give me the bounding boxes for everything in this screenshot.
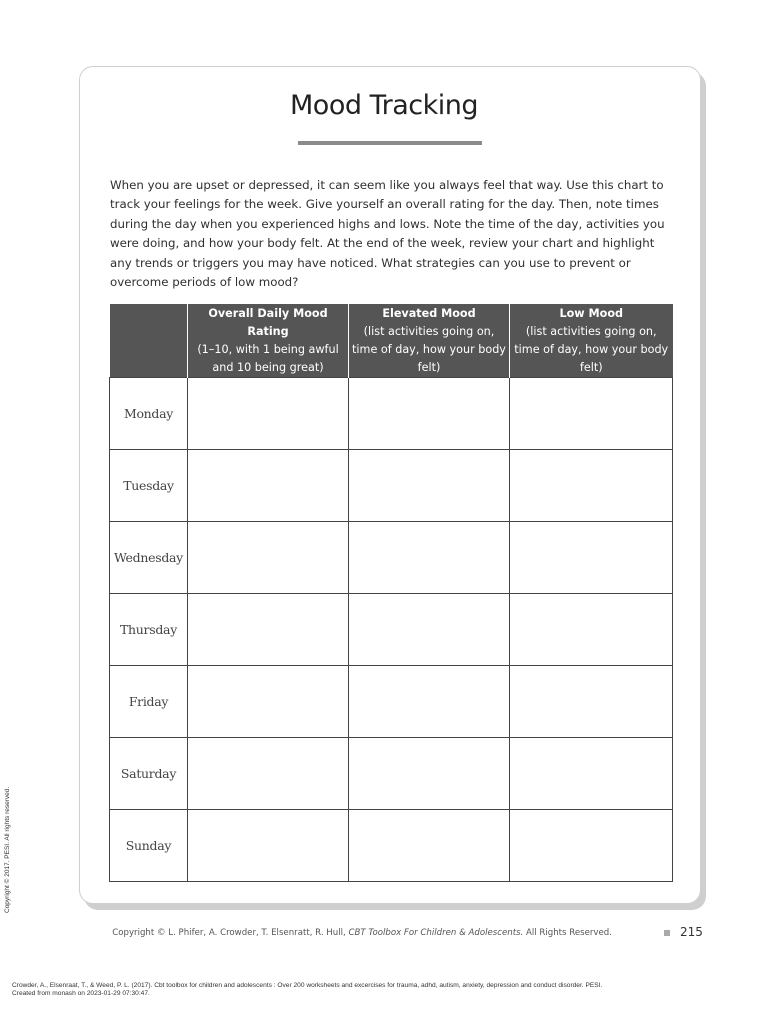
- rating-cell[interactable]: [188, 522, 349, 594]
- rating-cell[interactable]: [188, 738, 349, 810]
- day-label: Tuesday: [110, 450, 188, 522]
- elevated-mood-cell[interactable]: [349, 738, 510, 810]
- day-label: Sunday: [110, 810, 188, 882]
- table-row: [110, 450, 673, 522]
- rating-cell[interactable]: [188, 666, 349, 738]
- header-low-mood: [510, 304, 673, 378]
- header-subtitle: (list activities going on, time of day, how your body felt): [514, 325, 669, 374]
- elevated-mood-cell[interactable]: [349, 666, 510, 738]
- table-row: [110, 738, 673, 810]
- page-number: 215: [680, 925, 703, 939]
- rating-cell[interactable]: [188, 450, 349, 522]
- elevated-mood-cell[interactable]: [349, 378, 510, 450]
- header-title: Overall Daily Mood Rating: [208, 307, 328, 338]
- table-row: [110, 378, 673, 450]
- low-mood-cell[interactable]: [510, 378, 673, 450]
- rating-cell[interactable]: [188, 378, 349, 450]
- side-copyright: Copyright © 2017. PESI. All rights reserved.: [4, 786, 11, 913]
- citation-line-2: Created from monash on 2023-01-29 07:30:47.: [12, 990, 150, 997]
- elevated-mood-cell[interactable]: [349, 810, 510, 882]
- mood-tracking-table: [109, 304, 673, 882]
- copyright-prefix: Copyright © L. Phifer, A. Crowder, T. Elsenratt, R. Hull,: [112, 928, 346, 938]
- rating-cell[interactable]: [188, 810, 349, 882]
- rating-cell[interactable]: [188, 594, 349, 666]
- table-row: [110, 666, 673, 738]
- citation: [12, 982, 762, 998]
- elevated-mood-cell[interactable]: [349, 594, 510, 666]
- day-label: Monday: [110, 378, 188, 450]
- header-day-blank: [110, 304, 188, 378]
- header-subtitle: (1–10, with 1 being awful and 10 being great): [197, 343, 339, 374]
- day-label: Friday: [110, 666, 188, 738]
- low-mood-cell[interactable]: [510, 522, 673, 594]
- header-subtitle: (list activities going on, time of day, how your body felt): [352, 325, 506, 374]
- elevated-mood-cell[interactable]: [349, 522, 510, 594]
- table-row: [110, 594, 673, 666]
- citation-line-1: Crowder, A., Elsenraat, T., & Weed, P. L. (2017). Cbt toolbox for children and adolescents : Over 200 worksheets and excercises for trauma, adhd, autism, anxiety, depression and conduct disorder. PESI.: [12, 982, 603, 989]
- header-overall-rating: [188, 304, 349, 378]
- book-title: CBT Toolbox For Children & Adolescents.: [348, 928, 524, 938]
- header-title: Low Mood: [559, 307, 624, 320]
- day-label: Wednesday: [110, 522, 188, 594]
- table-row: [110, 522, 673, 594]
- header-elevated-mood: [349, 304, 510, 378]
- table-header-row: [110, 304, 673, 378]
- page-title: Mood Tracking: [290, 90, 478, 121]
- title-underline: [298, 141, 482, 145]
- copyright-notice: [0, 928, 612, 938]
- low-mood-cell[interactable]: [510, 810, 673, 882]
- intro-paragraph: When you are upset or depressed, it can seem like you always feel that way. Use this chart to track your feelings for the week. Give yourself an overall rating for the day. Then, note times during the day when you experienced highs and lows. Note the time of the day, activities you were doing, and how your body felt. At the end of the week, review your chart and highlight any trends or triggers you may have noticed. What strategies can you use to prevent or overcome periods of low mood?: [110, 178, 665, 290]
- day-label: Saturday: [110, 738, 188, 810]
- low-mood-cell[interactable]: [510, 738, 673, 810]
- low-mood-cell[interactable]: [510, 450, 673, 522]
- copyright-suffix: All Rights Reserved.: [526, 928, 612, 938]
- day-label: Thursday: [110, 594, 188, 666]
- table-row: [110, 810, 673, 882]
- low-mood-cell[interactable]: [510, 594, 673, 666]
- low-mood-cell[interactable]: [510, 666, 673, 738]
- elevated-mood-cell[interactable]: [349, 450, 510, 522]
- header-title: Elevated Mood: [382, 307, 476, 320]
- page-marker-square: [664, 930, 670, 936]
